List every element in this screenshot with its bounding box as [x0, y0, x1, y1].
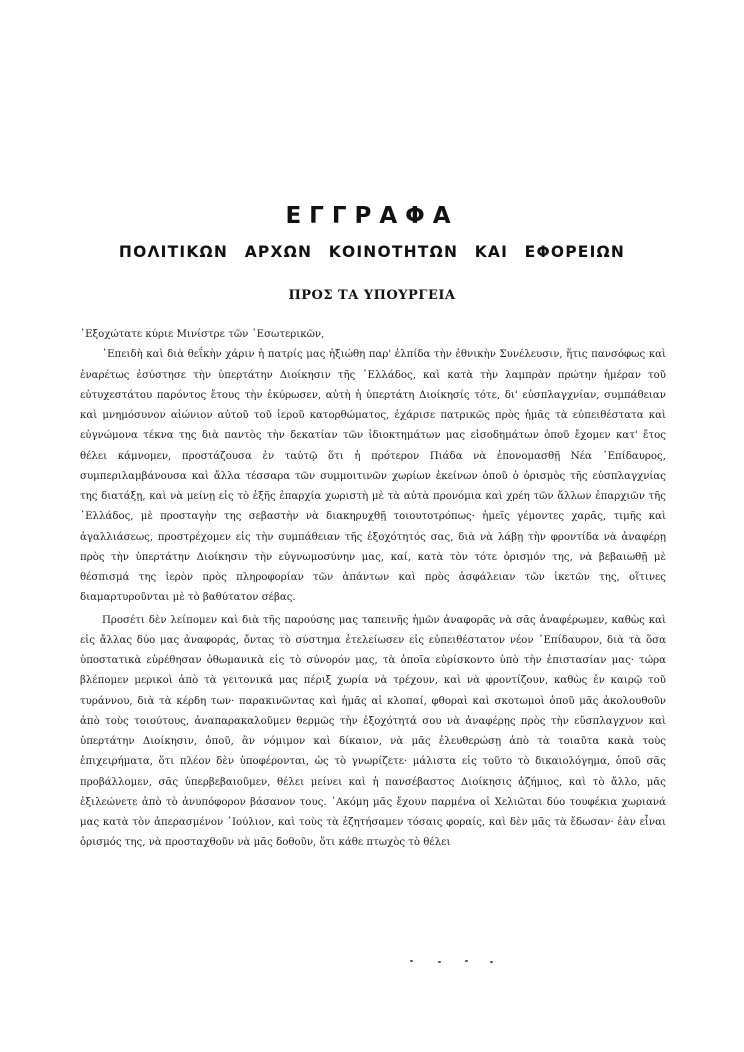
paragraph: Προσέτι δὲν λείπομεν καὶ διὰ τῆς παρούσης μας ταπεινῆς ἡμῶν ἀναφορᾶς νὰ σᾶς ἀναφέρωμεν, καθὼς καὶ εἰς ἄλλας δύο μας ἀναφοράς, ὄντας τὸ σύστημα ἐτελείωσεν εἰς εὐπειθέστατον νέον ᾿Επίδαυρον, διὰ τὰ ὅσα ὑποστατικὰ εὑρέθησαν ὀθωμανικὰ εἰς τὸ σύνορόν μας, τὰ ὁποῖα εὑρίσκοντο ὑπὸ τὴν ἐπιστασίαν μας· τώρα βλέπομεν μερικοὶ ἀπὸ τὰ γειτονικά μας πέριξ χωρία νὰ τρέχουν, καὶ νὰ φροντίζουν, καθὼς ἐν καιρῷ τοῦ τυράννου, διὰ τὰ κέρδη των· παρακινῶντας καὶ ἡμᾶς αἱ κλοπαί, φθοραὶ καὶ σκοτωμοὶ ὁποῦ μᾶς ἀκολουθοῦν ἀπὸ τοὺς τοιούτους, ἀναπαρακαλοῦμεν θερμῶς τὴν ἐξοχότητά σου νὰ ἀναφέρῃς πρὸς τὴν εὔσπλαγχνον καὶ ὑπερτάτην Διοίκησιν, ὁποῦ, ἂν νόμιμον καὶ δίκαιον, νὰ μᾶς ἐλευθερώσῃ ἀπὸ τὰ τοιαῦτα κακὰ τοὺς ἐπιχειρήματα, ὅτι πλέον δὲν ὑποφέρονται, ὡς τὸ γνωρίζετε· μάλιστα εἰς τοῦτο τὸ δικαιολόγημα, ὁποῦ σᾶς προβάλλομεν, σᾶς ὑπερβεβαιοῦμεν, θέλει μείνει καὶ ἡ πανσέβαστος Διοίκησις ἀζήμιος, καὶ τὸ ἄλλο, μᾶς ἐξιλεώνετε ἀπὸ τὸ ἀνυπόφορον βάσανον τους. ᾿Ακόμη μᾶς ἔχουν παρμένα οἱ Χελιῶται δύο τουφέκια χωριανά μας κατὰ τὸν ἀπερασμένον ᾿Ιούλιον, καὶ τοὺς τὰ ἐζητήσαμεν τόσαις φοραίς, καὶ δὲν μᾶς τὰ ἔδωσαν· ἐὰν εἶναι ὁρισμός της, νὰ προσταχθοῦν νὰ μᾶς δοθοῦν, ὅτι κάθε πτωχὸς τὸ θέλει	[80, 614, 666, 849]
print-speck	[438, 961, 441, 963]
print-marks	[410, 958, 500, 964]
salutation: ᾿Εξοχώτατε κύριε Μινίστρε τῶν ᾿Εσωτερικῶν,	[80, 329, 325, 340]
print-speck	[465, 960, 468, 962]
document-subtitle: ΠΟΛΙΤΙΚΩΝ ΑΡΧΩΝ ΚΟΙΝΟΤΗΤΩΝ ΚΑΙ ΕΦΟΡΕΙΩΝ	[118, 243, 626, 261]
letter-body	[80, 325, 666, 854]
paragraph: ᾿Επειδὴ καὶ διὰ θεΐκὴν χάριν ἡ πατρίς μας ἠξιώθη παρ' ἐλπίδα τὴν ἐθνικὴν Συνέλευσιν, ἥτις πανσόφως καὶ ἐναρέτως ἐσύστησε τὴν ὑπερτάτην Διοίκησιν τῆς ᾿Ελλάδος, καὶ κατὰ τὴν λαμπρὰν πρώτην ἡμέραν τοῦ εὐτυχεστάτου παρόντος ἔτους τὴν ἐκύρωσεν, αὐτὴ ἡ ὑπερτάτη Διοίκησίς τότε, δι' εὐσπλαγχνίαν, συμπάθειαν καὶ μνημόσυνον αἰώνιον αὐτοῦ τοῦ ἱεροῦ κατορθώματος, ἐχάρισε πατρικῶς πρὸς ἡμᾶς τὰ εὐπειθέστατα καὶ εὐγνώμονα τέκνα της διὰ παντὸς τὴν δεκατίαν τῶν ἰδιοκτημάτων μας εἰσοδημάτων ὁποῦ ἔχομεν κατ' ἔτος θέλει κάμνομεν, προστάζουσα ἐν ταὐτῷ ὅτι ἡ πρότερον Πιάδα νὰ ἐπονομασθῇ Νέα ᾿Επίδαυρος, συμπεριλαμβάνουσα καὶ ἄλλα τέσσαρα τῶν συμμοιτινῶν χωρίων ἐκείνων ὁποῦ ὁ ὁρισμὸς τῆς εὐσπλαγχνίας της διατάξῃ, καὶ νὰ μείνῃ εἰς τὸ ἑξῆς ἐπαρχία χωριστὴ μὲ τὰ αὐτὰ προνόμια καὶ χρέη τῶν ἄλλων ἐπαρχιῶν τῆς ᾿Ελλάδος, μὲ προσταγὴν της σεβαστὴν νὰ διακηρυχθῇ τοιουτοτρόπως· ἡμεῖς γέμοντες χαρᾶς, τιμῆς καὶ ἀγαλλιάσεως, προστρέχομεν εἰς τὴν συμπάθειαν τῆς ἐξοχότητός σας, διὰ νὰ λάβῃ τὴν φροντίδα νὰ ἀναφέρῃ πρὸς τὴν ὑπερτάτην Διοίκησιν τὴν εὐγνωμοσύνην μας, καί, κατὰ τὸν τότε ὁρισμόν της, νὰ βεβαιωθῇ μὲ θέσπισμά της ἱερὸν πρὸς πληροφορίαν τῶν ἁπάντων καὶ πρὸς ἀσφάλειαν τῶν ἱκετῶν της, οἵτινες διαμαρτυροῦνται μὲ τὸ βαθύτατον σέβας.	[80, 349, 666, 604]
print-speck	[410, 960, 413, 962]
section-title: ΠΡΟΣ ΤΑ ΥΠΟΥΡΓΕΙΑ	[288, 288, 456, 303]
document-title: ΕΓΓΡΑΦΑ	[285, 203, 459, 229]
print-speck	[490, 961, 493, 963]
